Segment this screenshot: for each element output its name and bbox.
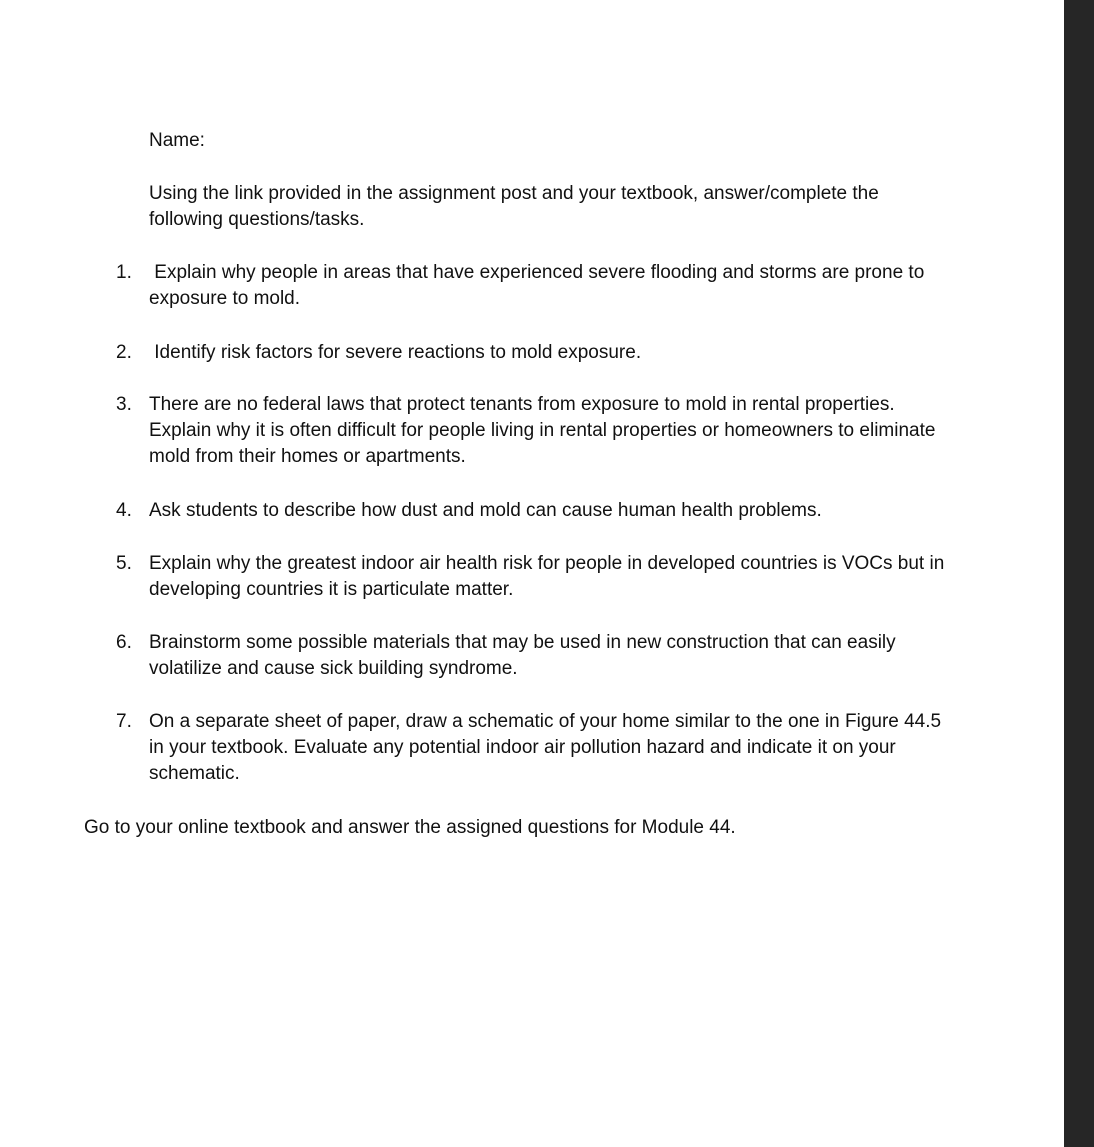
question-number: 7.	[116, 711, 132, 732]
question-number: 3.	[116, 394, 132, 415]
question-text: On a separate sheet of paper, draw a schematic of your home similar to the one in Figure 44.5 in your textbook. Evaluate any potential indoor air pollution hazard and indicate it on your schematic.	[149, 711, 942, 784]
footer-instruction: Go to your online textbook and answer the assigned questions for Module 44.	[84, 817, 736, 838]
question-text: Explain why the greatest indoor air health risk for people in developed countries is VOCs but in developing countries it is particulate matter.	[149, 553, 945, 600]
question-number: 4.	[116, 500, 132, 521]
question-number: 2.	[116, 342, 132, 363]
question-text: There are no federal laws that protect tenants from exposure to mold in rental properties. Explain why it is often difficult for people living in rental properties or homeowners to eliminate mold from their homes or apartments.	[149, 394, 936, 467]
question-number: 1.	[116, 262, 132, 283]
window-edge-scrollbar[interactable]	[1064, 0, 1094, 1147]
question-text: Explain why people in areas that have experienced severe flooding and storms are prone to exposure to mold.	[149, 262, 930, 309]
name-label: Name:	[149, 130, 205, 151]
intro-text: Using the link provided in the assignment post and your textbook, answer/complete the following questions/tasks.	[149, 183, 879, 230]
question-text: Identify risk factors for severe reactions to mold exposure.	[149, 342, 642, 363]
question-number: 5.	[116, 553, 132, 574]
question-number: 6.	[116, 632, 132, 653]
question-text: Brainstorm some possible materials that may be used in new construction that can easily volatilize and cause sick building syndrome.	[149, 632, 896, 679]
question-text: Ask students to describe how dust and mold can cause human health problems.	[149, 500, 822, 521]
